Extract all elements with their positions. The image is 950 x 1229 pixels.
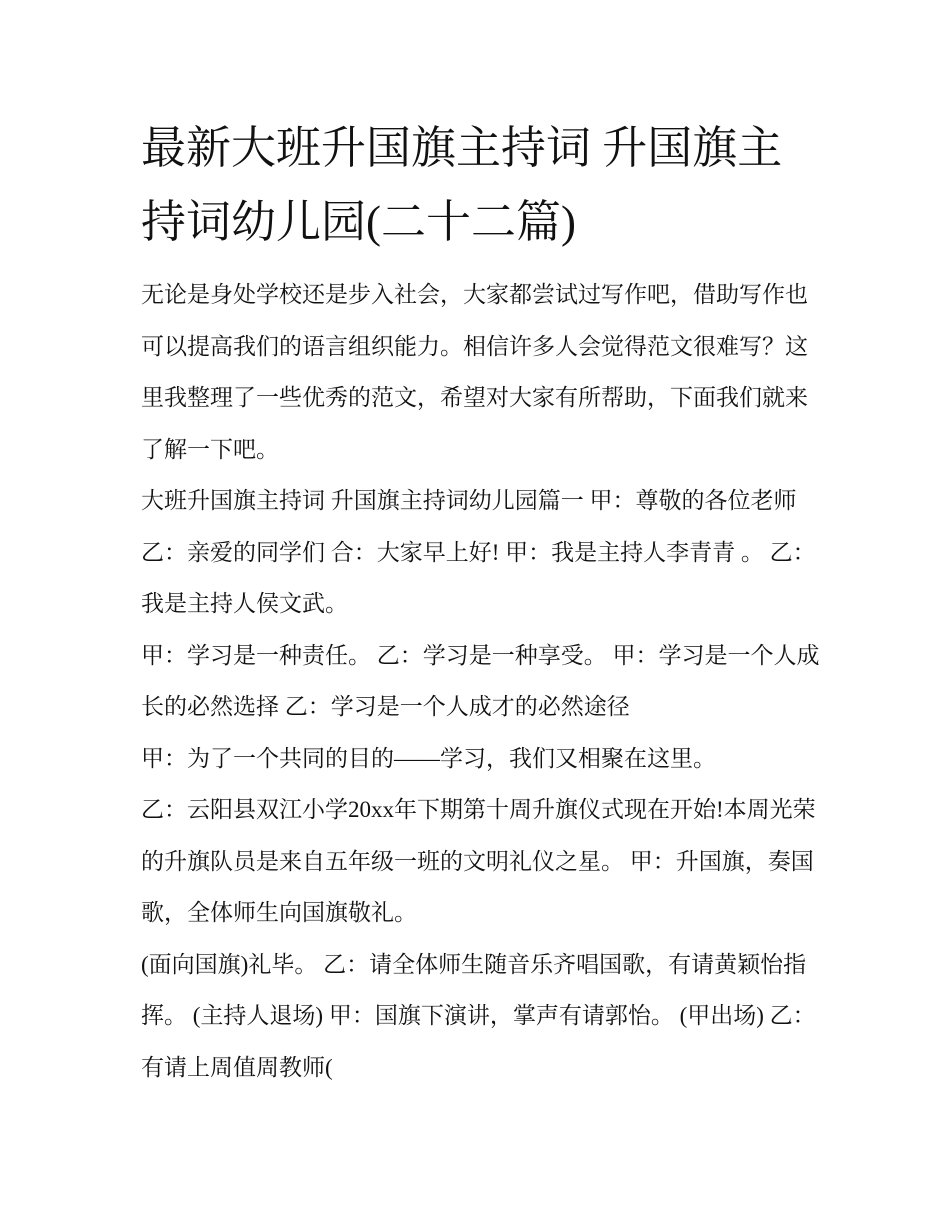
paragraph-opening: 大班升国旗主持词 升国旗主持词幼儿园篇一 甲：尊敬的各位老师 乙：亲爱的同学们 合：大家早上好! 甲：我是主持人李青青 。 乙：我是主持人侯文武。 bbox=[141, 488, 816, 616]
document-title: 最新大班升国旗主持词 升国旗主持词幼儿园(二十二篇) bbox=[141, 123, 783, 247]
paragraph-learning: 甲：学习是一种责任。 乙：学习是一种享受。 甲：学习是一个人成长的必然选择 乙：学习是一个人成才的必然途径 bbox=[141, 642, 820, 719]
document-content bbox=[141, 111, 821, 1093]
paragraph-intro: 无论是身处学校还是步入社会，大家都尝试过写作吧，借助写作也可以提高我们的语言组织能力。相信许多人会觉得范文很难写？这里我整理了一些优秀的范文，希望对大家有所帮助，下面我们就来了解一下吧。 bbox=[141, 282, 808, 462]
paragraph-gathering: 甲：为了一个共同的目的——学习，我们又相聚在这里。 bbox=[141, 745, 716, 771]
paragraph-ceremony: 乙：云阳县双江小学20xx年下期第十周升旗仪式现在开始!本周光荣的升旗队员是来自五年级一班的文明礼仪之星。 甲：升国旗，奏国歌，全体师生向国旗敬礼。 bbox=[141, 797, 816, 925]
paragraph-anthem: (面向国旗)礼毕。 乙：请全体师生随音乐齐唱国歌，有请黄颖怡指挥。 (主持人退场) 甲：国旗下演讲，掌声有请郭怡。 (甲出场) 乙：有请上周值周教师( bbox=[141, 951, 816, 1080]
